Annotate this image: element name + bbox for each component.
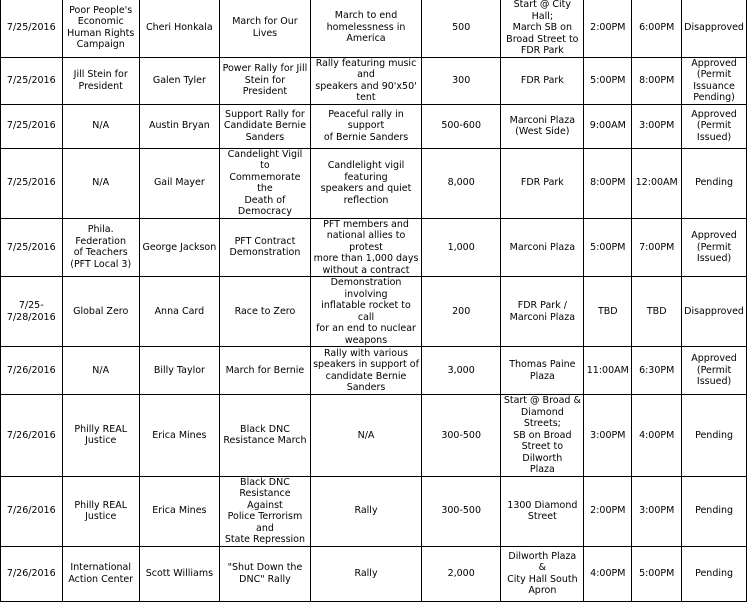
cell-status[interactable]: Approved (Permit Issued) xyxy=(682,218,747,277)
cell-contact[interactable]: George Jackson xyxy=(139,218,219,277)
cell-attendance[interactable]: 1,000 xyxy=(422,218,501,277)
cell-attendance[interactable]: 200 xyxy=(422,277,501,347)
cell-event[interactable]: Black DNC Resistance March xyxy=(219,395,310,477)
cell-start[interactable]: 2:00PM xyxy=(584,476,632,546)
cell-status[interactable]: Approved (Permit Issuance Pending) xyxy=(682,57,747,104)
cell-event[interactable]: Support Rally for Candidate Bernie Sanders xyxy=(219,104,310,148)
cell-location[interactable]: FDR Park / Marconi Plaza xyxy=(501,277,584,347)
cell-attendance[interactable]: 3,000 xyxy=(422,347,501,395)
cell-description[interactable]: Rally xyxy=(311,476,422,546)
table-row xyxy=(1,347,747,395)
cell-end[interactable]: 4:00PM xyxy=(632,395,682,477)
cell-status[interactable]: Disapproved xyxy=(682,277,747,347)
table-row xyxy=(1,546,747,601)
cell-contact[interactable]: Galen Tyler xyxy=(139,57,219,104)
cell-status[interactable]: Pending xyxy=(682,395,747,477)
cell-start[interactable]: 5:00PM xyxy=(584,218,632,277)
cell-attendance[interactable]: 300-500 xyxy=(422,476,501,546)
cell-description[interactable]: Rally with various speakers in support of candidate Bernie Sanders xyxy=(311,347,422,395)
cell-contact[interactable]: Erica Mines xyxy=(139,476,219,546)
table-row xyxy=(1,57,747,104)
cell-end[interactable]: 6:30PM xyxy=(632,347,682,395)
cell-event[interactable]: Race to Zero xyxy=(219,277,310,347)
cell-date[interactable]: 7/25/2016 xyxy=(1,218,63,277)
cell-start[interactable]: 5:00PM xyxy=(584,57,632,104)
cell-contact[interactable]: Billy Taylor xyxy=(139,347,219,395)
cell-description[interactable]: PFT members and national allies to protest more than 1,000 days without a contract xyxy=(311,218,422,277)
cell-contact[interactable]: Scott Williams xyxy=(139,546,219,601)
cell-org[interactable]: N/A xyxy=(62,148,139,218)
cell-attendance[interactable]: 500-600 xyxy=(422,104,501,148)
cell-org[interactable]: Philly REAL Justice xyxy=(62,395,139,477)
table-row xyxy=(1,476,747,546)
cell-status[interactable]: Pending xyxy=(682,546,747,601)
cell-description[interactable]: Rally featuring music and speakers and 90'x50' tent xyxy=(311,57,422,104)
cell-start[interactable]: 11:00AM xyxy=(584,347,632,395)
cell-description[interactable]: Candlelight vigil featuring speakers and quiet reflection xyxy=(311,148,422,218)
cell-start[interactable]: 4:00PM xyxy=(584,546,632,601)
cell-attendance[interactable]: 8,000 xyxy=(422,148,501,218)
cell-event[interactable]: Power Rally for Jill Stein for President xyxy=(219,57,310,104)
cell-description[interactable]: Peaceful rally in support of Bernie Sanders xyxy=(311,104,422,148)
cell-date[interactable]: 7/26/2016 xyxy=(1,476,63,546)
cell-attendance[interactable]: 500 xyxy=(422,0,501,57)
cell-status[interactable]: Pending xyxy=(682,476,747,546)
table-row xyxy=(1,148,747,218)
cell-date[interactable]: 7/25/2016 xyxy=(1,148,63,218)
table-row xyxy=(1,395,747,477)
cell-contact[interactable]: Austin Bryan xyxy=(139,104,219,148)
cell-location[interactable]: Thomas Paine Plaza xyxy=(501,347,584,395)
cell-org[interactable]: International Action Center xyxy=(62,546,139,601)
cell-description[interactable]: Rally xyxy=(311,546,422,601)
cell-event[interactable]: Candelight Vigil to Commemorate the Death of Democracy xyxy=(219,148,310,218)
cell-location[interactable]: Dilworth Plaza & City Hall South Apron xyxy=(501,546,584,601)
cell-event[interactable]: Black DNC Resistance Against Police Terrorism and State Repression xyxy=(219,476,310,546)
cell-end[interactable]: 3:00PM xyxy=(632,104,682,148)
table-row xyxy=(1,277,747,347)
cell-org[interactable]: Jill Stein for President xyxy=(62,57,139,104)
cell-date[interactable]: 7/26/2016 xyxy=(1,395,63,477)
cell-end[interactable]: 6:00PM xyxy=(632,0,682,57)
cell-end[interactable]: 5:00PM xyxy=(632,546,682,601)
cell-location[interactable]: FDR Park xyxy=(501,57,584,104)
cell-start[interactable]: 2:00PM xyxy=(584,0,632,57)
cell-start[interactable]: 8:00PM xyxy=(584,148,632,218)
cell-date[interactable]: 7/26/2016 xyxy=(1,347,63,395)
table-row xyxy=(1,218,747,277)
cell-end[interactable]: 7:00PM xyxy=(632,218,682,277)
cell-start[interactable]: TBD xyxy=(584,277,632,347)
cell-status[interactable]: Disapproved xyxy=(682,0,747,57)
cell-location[interactable]: FDR Park xyxy=(501,148,584,218)
cell-end[interactable]: TBD xyxy=(632,277,682,347)
cell-event[interactable]: March for Bernie xyxy=(219,347,310,395)
cell-status[interactable]: Approved (Permit Issued) xyxy=(682,104,747,148)
cell-description[interactable]: N/A xyxy=(311,395,422,477)
cell-event[interactable]: PFT Contract Demonstration xyxy=(219,218,310,277)
cell-date[interactable]: 7/25/2016 xyxy=(1,57,63,104)
table-row xyxy=(1,0,747,57)
cell-location[interactable]: 1300 Diamond Street xyxy=(501,476,584,546)
cell-contact[interactable]: Anna Card xyxy=(139,277,219,347)
cell-org[interactable]: Phila. Federation of Teachers (PFT Local 3) xyxy=(62,218,139,277)
cell-description[interactable]: Demonstration involving inflatable rocket to call for an end to nuclear weapons xyxy=(311,277,422,347)
cell-event[interactable]: March for Our Lives xyxy=(219,0,310,57)
cell-end[interactable]: 3:00PM xyxy=(632,476,682,546)
cell-end[interactable]: 8:00PM xyxy=(632,57,682,104)
cell-attendance[interactable]: 300-500 xyxy=(422,395,501,477)
cell-location[interactable]: Marconi Plaza (West Side) xyxy=(501,104,584,148)
cell-contact[interactable]: Cheri Honkala xyxy=(139,0,219,57)
cell-end[interactable]: 12:00AM xyxy=(632,148,682,218)
cell-location[interactable]: Marconi Plaza xyxy=(501,218,584,277)
cell-location[interactable]: Start @ Broad & Diamond Streets; SB on Broad Street to Dilworth Plaza xyxy=(501,395,584,477)
cell-description[interactable]: March to end homelessness in America xyxy=(311,0,422,57)
cell-date[interactable]: 7/26/2016 xyxy=(1,546,63,601)
cell-date[interactable]: 7/25/2016 xyxy=(1,104,63,148)
cell-start[interactable]: 3:00PM xyxy=(584,395,632,477)
cell-attendance[interactable]: 300 xyxy=(422,57,501,104)
table-row xyxy=(1,104,747,148)
cell-org[interactable]: N/A xyxy=(62,104,139,148)
cell-contact[interactable]: Erica Mines xyxy=(139,395,219,477)
cell-event[interactable]: "Shut Down the DNC" Rally xyxy=(219,546,310,601)
cell-org[interactable]: Philly REAL Justice xyxy=(62,476,139,546)
cell-date[interactable]: 7/25- 7/28/2016 xyxy=(1,277,63,347)
cell-date[interactable]: 7/25/2016 xyxy=(1,0,63,57)
cell-org[interactable]: Poor People's Economic Human Rights Campaign xyxy=(62,0,139,57)
cell-org[interactable]: N/A xyxy=(62,347,139,395)
cell-contact[interactable]: Gail Mayer xyxy=(139,148,219,218)
cell-status[interactable]: Approved (Permit Issued) xyxy=(682,347,747,395)
cell-status[interactable]: Pending xyxy=(682,148,747,218)
cell-org[interactable]: Global Zero xyxy=(62,277,139,347)
cell-start[interactable]: 9:00AM xyxy=(584,104,632,148)
cell-location[interactable]: Start @ City Hall; March SB on Broad Street to FDR Park xyxy=(501,0,584,57)
cell-attendance[interactable]: 2,000 xyxy=(422,546,501,601)
